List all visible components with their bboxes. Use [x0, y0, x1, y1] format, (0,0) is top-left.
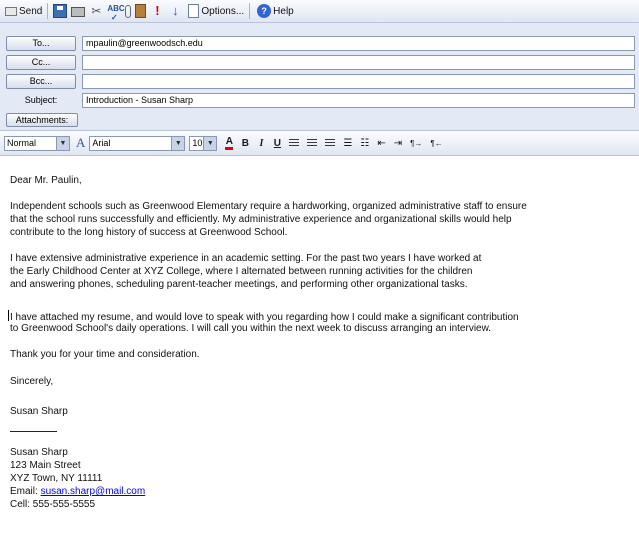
paragraph-3-line-1: I have attached my resume, and would love to speak with you regarding how I could make a significant contribution [10, 312, 519, 323]
text-color-icon[interactable]: A [225, 137, 233, 150]
decrease-indent-icon[interactable]: ⇤ [377, 137, 386, 149]
address-book-icon[interactable] [135, 4, 146, 18]
font-select[interactable] [89, 136, 185, 151]
greeting: Dear Mr. Paulin, [10, 175, 82, 186]
signature-line [10, 431, 57, 432]
subject-label: Subject: [24, 95, 58, 105]
chevron-down-icon[interactable]: ▼ [203, 137, 216, 150]
formatting-toolbar [0, 131, 639, 156]
paragraph-2-line-2: the Early Childhood Center at XYZ College, where I alternated between running activities for the children [10, 266, 473, 277]
bullet-list-icon[interactable]: ☰ [343, 137, 353, 149]
signature-email-line: Email: susan.sharp@mail.com [10, 486, 146, 497]
spell-check-icon[interactable]: ABC ✓ [107, 4, 125, 22]
right-to-left-icon[interactable]: ¶← [430, 138, 443, 148]
toolbar-separator [47, 3, 48, 19]
paragraph-2-line-1: I have extensive administrative experience in an academic setting. For the past two years I have worked at [10, 253, 482, 264]
chevron-down-icon[interactable]: ▼ [171, 137, 184, 150]
importance-low-icon[interactable]: ↓ [172, 3, 179, 18]
font-size-value: 10 [192, 137, 203, 148]
font-value: Arial [92, 137, 111, 148]
signed-name: Susan Sharp [10, 406, 68, 417]
signature-city: XYZ Town, NY 11111 [10, 473, 103, 484]
paragraph-1-line-1: Independent schools such as Greenwood Elementary require a hardworking, organized administrative staff to ensure [10, 201, 527, 212]
paragraph-1-line-2: that the school runs successfully and efficiently. My administrative experience and organizational skills would help [10, 214, 512, 225]
address-panel [0, 23, 639, 131]
text-cursor [8, 310, 9, 321]
send-label: Send [19, 5, 43, 17]
options-label: Options... [201, 5, 245, 17]
left-to-right-icon[interactable]: ¶→ [410, 138, 423, 148]
options-button[interactable] [184, 2, 246, 21]
help-button[interactable] [253, 2, 296, 21]
email-link[interactable]: susan.sharp@mail.com [40, 486, 146, 497]
to-button[interactable]: To... [6, 36, 76, 51]
align-left-icon[interactable] [289, 139, 299, 148]
cc-button[interactable]: Cc... [6, 55, 76, 70]
increase-indent-icon[interactable]: ⇥ [393, 137, 403, 149]
help-icon: ? [257, 4, 271, 18]
closing: Sincerely, [10, 376, 54, 387]
thanks-line: Thank you for your time and consideration. [10, 349, 200, 360]
chevron-down-icon[interactable]: ▼ [56, 137, 69, 150]
cc-field[interactable] [82, 55, 635, 70]
toolbar-separator [249, 3, 250, 19]
importance-high-icon[interactable]: ! [155, 3, 160, 18]
help-label: Help [273, 5, 294, 17]
send-icon [5, 7, 17, 16]
message-body[interactable] [0, 157, 639, 542]
send-button[interactable] [1, 2, 44, 21]
subject-field[interactable]: Introduction - Susan Sharp [82, 93, 635, 108]
bcc-button[interactable]: Bcc... [6, 74, 76, 89]
style-select[interactable] [4, 136, 70, 151]
cut-icon[interactable]: ✂ [91, 4, 102, 18]
paragraph-2-line-3: and answering phones, scheduling parent-teacher meetings, and performing other organizational tasks. [10, 279, 468, 290]
to-field[interactable]: mpaulin@greenwoodsch.edu [82, 36, 635, 51]
paragraph-3-line-2: to Greenwood School's daily operations. I will call you within the next week to discuss arranging an interview. [10, 323, 492, 334]
attach-icon[interactable] [125, 5, 131, 18]
save-icon[interactable] [53, 4, 67, 18]
attachments-button[interactable]: Attachments: [6, 113, 78, 127]
font-icon: A [76, 135, 86, 150]
bcc-field[interactable] [82, 74, 635, 89]
main-toolbar [0, 0, 639, 23]
signature-cell: Cell: 555-555-5555 [10, 499, 96, 510]
italic-icon[interactable]: I [259, 137, 264, 149]
options-icon [188, 4, 199, 18]
bold-icon[interactable]: B [241, 137, 249, 149]
align-right-icon[interactable] [325, 139, 335, 148]
style-value: Normal [7, 137, 37, 148]
signature-name: Susan Sharp [10, 447, 68, 458]
font-size-select[interactable] [189, 136, 217, 151]
underline-icon[interactable]: U [273, 137, 281, 149]
align-center-icon[interactable] [307, 139, 317, 148]
signature-street: 123 Main Street [10, 460, 81, 471]
paragraph-1-line-3: contribute to the long history of success at Greenwood School. [10, 227, 288, 238]
print-icon[interactable] [71, 7, 85, 17]
numbered-list-icon[interactable]: ☷ [360, 137, 370, 149]
